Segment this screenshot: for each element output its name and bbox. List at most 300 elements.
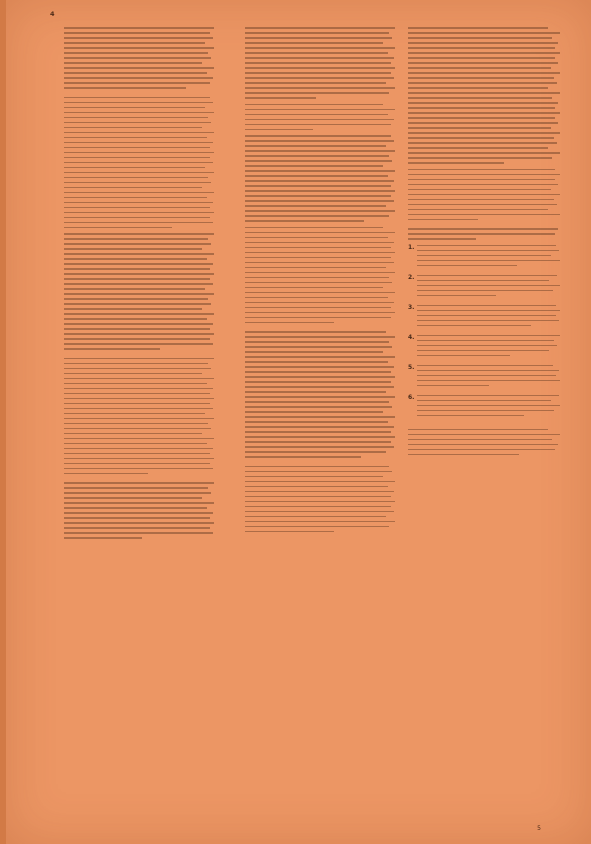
text-line bbox=[64, 283, 213, 285]
text-line bbox=[245, 42, 383, 44]
text-line bbox=[64, 67, 214, 69]
text-line bbox=[408, 434, 560, 436]
text-line bbox=[417, 305, 556, 307]
text-line bbox=[245, 129, 313, 131]
text-line bbox=[245, 312, 395, 314]
text-line bbox=[64, 82, 210, 84]
text-line bbox=[417, 245, 556, 247]
text-line bbox=[64, 258, 207, 260]
text-line bbox=[245, 27, 395, 29]
text-line bbox=[64, 62, 202, 64]
text-line bbox=[64, 363, 208, 365]
text-line bbox=[408, 184, 558, 186]
text-line bbox=[408, 87, 548, 89]
text-line bbox=[245, 441, 391, 443]
text-line bbox=[64, 492, 211, 494]
text-line bbox=[245, 331, 386, 333]
text-line bbox=[64, 77, 213, 79]
text-line bbox=[408, 174, 560, 176]
text-line bbox=[245, 386, 394, 388]
text-line bbox=[64, 398, 214, 400]
text-line bbox=[64, 443, 207, 445]
text-line bbox=[64, 303, 211, 305]
text-line bbox=[64, 502, 214, 504]
text-line bbox=[245, 109, 395, 111]
text-line bbox=[408, 97, 552, 99]
text-line bbox=[64, 288, 205, 290]
text-line bbox=[245, 232, 395, 234]
paragraph bbox=[64, 358, 214, 475]
text-line bbox=[245, 57, 394, 59]
text-line bbox=[245, 506, 391, 508]
text-line bbox=[245, 401, 389, 403]
text-line bbox=[408, 219, 478, 221]
text-line bbox=[64, 423, 208, 425]
text-line bbox=[408, 444, 558, 446]
text-line bbox=[417, 375, 556, 377]
text-line bbox=[408, 157, 552, 159]
text-line bbox=[64, 433, 202, 435]
text-line bbox=[245, 165, 383, 167]
text-line bbox=[245, 411, 383, 413]
text-line bbox=[245, 531, 334, 533]
text-line bbox=[245, 317, 391, 319]
text-line bbox=[408, 209, 548, 211]
text-line bbox=[245, 366, 394, 368]
text-line bbox=[64, 487, 208, 489]
text-line bbox=[64, 428, 211, 430]
text-line bbox=[64, 333, 214, 335]
text-line bbox=[245, 456, 361, 458]
text-line bbox=[245, 381, 391, 383]
text-line bbox=[64, 162, 213, 164]
text-line bbox=[417, 370, 559, 372]
text-line bbox=[64, 107, 205, 109]
text-line bbox=[245, 119, 394, 121]
numbered-list-item bbox=[408, 335, 560, 360]
text-line bbox=[64, 192, 214, 194]
text-line bbox=[417, 290, 553, 292]
text-line bbox=[245, 446, 394, 448]
text-line bbox=[417, 365, 553, 367]
numbered-list-item bbox=[408, 395, 560, 420]
text-line bbox=[417, 400, 551, 402]
text-line bbox=[408, 199, 554, 201]
text-line bbox=[64, 323, 213, 325]
text-line bbox=[417, 250, 559, 252]
text-line bbox=[64, 453, 210, 455]
text-line bbox=[245, 526, 389, 528]
text-line bbox=[417, 335, 560, 337]
text-line bbox=[417, 265, 517, 267]
text-line bbox=[408, 102, 558, 104]
paragraph bbox=[245, 104, 395, 131]
text-line bbox=[245, 124, 391, 126]
text-line bbox=[245, 97, 316, 99]
text-line bbox=[64, 517, 210, 519]
text-line bbox=[64, 47, 214, 49]
text-line bbox=[417, 295, 496, 297]
text-line bbox=[64, 468, 213, 470]
text-line bbox=[245, 170, 395, 172]
text-line bbox=[408, 32, 560, 34]
text-line bbox=[64, 112, 214, 114]
text-line bbox=[245, 175, 388, 177]
text-line bbox=[245, 104, 383, 106]
text-line bbox=[245, 451, 386, 453]
text-line bbox=[245, 521, 395, 523]
text-line bbox=[64, 132, 214, 134]
text-line bbox=[64, 177, 208, 179]
text-line bbox=[408, 162, 504, 164]
text-line bbox=[245, 82, 386, 84]
text-line bbox=[245, 302, 394, 304]
text-line bbox=[245, 62, 391, 64]
text-line bbox=[245, 481, 395, 483]
text-line bbox=[245, 247, 391, 249]
text-line bbox=[408, 117, 555, 119]
text-line bbox=[245, 471, 392, 473]
text-line bbox=[64, 378, 214, 380]
text-line bbox=[245, 341, 389, 343]
text-line bbox=[64, 182, 211, 184]
text-line bbox=[64, 393, 210, 395]
footer-page-number: 5 bbox=[537, 825, 541, 832]
text-line bbox=[64, 227, 172, 229]
text-line bbox=[408, 214, 560, 216]
text-line bbox=[245, 227, 383, 229]
text-line bbox=[64, 338, 210, 340]
text-line bbox=[245, 92, 389, 94]
text-line bbox=[64, 497, 202, 499]
text-line bbox=[245, 476, 383, 478]
text-line bbox=[417, 385, 489, 387]
text-line bbox=[64, 222, 213, 224]
text-line bbox=[64, 358, 214, 360]
numbered-list-item bbox=[408, 365, 560, 390]
text-line bbox=[245, 52, 388, 54]
text-line bbox=[245, 322, 334, 324]
text-line bbox=[64, 298, 208, 300]
paragraph bbox=[245, 227, 395, 324]
text-line bbox=[417, 275, 557, 277]
text-line bbox=[64, 408, 213, 410]
text-line bbox=[245, 416, 395, 418]
text-line bbox=[408, 72, 560, 74]
text-line bbox=[64, 238, 208, 240]
text-line bbox=[245, 135, 391, 137]
text-line bbox=[64, 507, 207, 509]
text-line bbox=[245, 516, 386, 518]
text-line bbox=[64, 473, 148, 475]
text-line bbox=[245, 356, 395, 358]
text-line bbox=[64, 102, 213, 104]
text-line bbox=[408, 228, 558, 230]
text-line bbox=[245, 190, 395, 192]
text-line bbox=[64, 413, 205, 415]
text-line bbox=[245, 155, 389, 157]
text-line bbox=[245, 220, 364, 222]
text-line bbox=[64, 318, 207, 320]
text-line bbox=[408, 57, 555, 59]
text-line bbox=[408, 122, 558, 124]
text-line bbox=[245, 376, 395, 378]
text-line bbox=[64, 537, 142, 539]
text-line bbox=[417, 315, 556, 317]
text-line bbox=[245, 406, 392, 408]
text-line bbox=[408, 42, 558, 44]
text-line bbox=[245, 282, 392, 284]
text-line bbox=[64, 233, 214, 235]
text-line bbox=[64, 37, 213, 39]
paragraph bbox=[64, 233, 214, 350]
text-line bbox=[245, 87, 395, 89]
paragraph bbox=[408, 228, 560, 240]
text-line bbox=[408, 77, 554, 79]
text-line bbox=[245, 391, 386, 393]
text-line bbox=[64, 253, 214, 255]
text-line bbox=[408, 454, 519, 456]
text-line bbox=[245, 200, 394, 202]
text-line bbox=[408, 169, 555, 171]
text-line bbox=[408, 449, 555, 451]
text-line bbox=[245, 501, 395, 503]
numbered-list-item bbox=[408, 305, 560, 330]
text-column-1 bbox=[64, 27, 214, 822]
text-line bbox=[64, 152, 214, 154]
text-line bbox=[417, 355, 510, 357]
text-line bbox=[245, 37, 392, 39]
text-line bbox=[245, 491, 394, 493]
text-line bbox=[245, 195, 391, 197]
text-line bbox=[64, 403, 210, 405]
paragraph bbox=[245, 331, 395, 458]
text-line bbox=[245, 426, 394, 428]
text-line bbox=[245, 371, 391, 373]
text-line bbox=[417, 280, 549, 282]
text-line bbox=[64, 458, 214, 460]
text-line bbox=[64, 57, 211, 59]
text-line bbox=[64, 268, 210, 270]
text-line bbox=[408, 62, 558, 64]
text-line bbox=[245, 150, 395, 152]
text-line bbox=[64, 42, 205, 44]
list-item-number: 3. bbox=[408, 303, 415, 311]
text-line bbox=[64, 308, 202, 310]
text-line bbox=[408, 142, 557, 144]
list-item-number: 2. bbox=[408, 273, 415, 281]
text-line bbox=[245, 351, 383, 353]
text-line bbox=[64, 217, 210, 219]
text-line bbox=[245, 307, 391, 309]
text-line bbox=[417, 285, 560, 287]
paragraph bbox=[245, 27, 395, 99]
text-line bbox=[245, 67, 395, 69]
text-line bbox=[64, 263, 213, 265]
text-line bbox=[408, 67, 551, 69]
text-line bbox=[245, 47, 395, 49]
text-line bbox=[408, 132, 560, 134]
text-line bbox=[417, 255, 551, 257]
paragraph bbox=[408, 169, 560, 221]
text-line bbox=[245, 292, 395, 294]
text-line bbox=[408, 429, 548, 431]
text-line bbox=[64, 52, 208, 54]
text-line bbox=[245, 436, 395, 438]
text-line bbox=[408, 82, 557, 84]
text-line bbox=[408, 112, 560, 114]
text-line bbox=[245, 336, 395, 338]
text-line bbox=[417, 405, 560, 407]
text-line bbox=[64, 293, 214, 295]
paragraph bbox=[245, 466, 395, 533]
text-line bbox=[64, 202, 213, 204]
text-line bbox=[245, 242, 394, 244]
text-line bbox=[64, 122, 211, 124]
text-line bbox=[417, 345, 557, 347]
text-line bbox=[417, 415, 524, 417]
text-line bbox=[417, 310, 560, 312]
text-line bbox=[408, 127, 551, 129]
text-line bbox=[64, 368, 211, 370]
text-line bbox=[64, 197, 207, 199]
text-line bbox=[64, 97, 210, 99]
text-line bbox=[408, 37, 552, 39]
text-line bbox=[408, 147, 548, 149]
text-line bbox=[64, 167, 205, 169]
text-line bbox=[64, 248, 202, 250]
text-line bbox=[64, 527, 210, 529]
text-line bbox=[408, 238, 476, 240]
text-line bbox=[408, 52, 560, 54]
text-line bbox=[245, 466, 389, 468]
list-item-number: 4. bbox=[408, 333, 415, 341]
text-line bbox=[64, 147, 210, 149]
text-line bbox=[245, 262, 394, 264]
paragraph bbox=[245, 135, 395, 222]
text-line bbox=[245, 346, 392, 348]
text-line bbox=[64, 157, 210, 159]
text-line bbox=[64, 512, 213, 514]
text-line bbox=[245, 272, 395, 274]
text-line bbox=[245, 287, 383, 289]
text-line bbox=[245, 421, 388, 423]
text-line bbox=[64, 313, 214, 315]
text-line bbox=[245, 140, 394, 142]
text-line bbox=[408, 204, 557, 206]
paragraph bbox=[64, 482, 214, 539]
numbered-list-item bbox=[408, 245, 560, 270]
text-line bbox=[417, 395, 559, 397]
text-line bbox=[408, 189, 551, 191]
text-line bbox=[245, 77, 394, 79]
text-line bbox=[245, 237, 388, 239]
list-item-number: 1. bbox=[408, 243, 415, 251]
text-line bbox=[64, 72, 207, 74]
text-line bbox=[64, 448, 213, 450]
text-line bbox=[64, 117, 208, 119]
text-column-3 bbox=[408, 27, 560, 822]
text-line bbox=[245, 277, 389, 279]
text-line bbox=[64, 343, 213, 345]
text-line bbox=[64, 27, 214, 29]
text-line bbox=[245, 486, 388, 488]
text-line bbox=[64, 32, 210, 34]
text-line bbox=[245, 210, 395, 212]
text-line bbox=[417, 380, 560, 382]
text-line bbox=[64, 87, 186, 89]
text-line bbox=[64, 273, 214, 275]
text-line bbox=[245, 114, 388, 116]
text-line bbox=[245, 267, 386, 269]
text-line bbox=[408, 47, 555, 49]
text-line bbox=[408, 27, 548, 29]
text-line bbox=[417, 340, 554, 342]
text-line bbox=[64, 522, 214, 524]
text-line bbox=[64, 348, 160, 350]
text-line bbox=[408, 92, 560, 94]
text-line bbox=[417, 410, 554, 412]
text-line bbox=[64, 438, 214, 440]
text-line bbox=[64, 418, 214, 420]
text-line bbox=[245, 205, 386, 207]
text-line bbox=[64, 278, 210, 280]
text-line bbox=[245, 496, 391, 498]
text-line bbox=[245, 511, 394, 513]
text-line bbox=[245, 180, 394, 182]
page-number: 4 bbox=[50, 10, 55, 18]
text-line bbox=[245, 297, 388, 299]
text-line bbox=[245, 72, 391, 74]
text-line bbox=[245, 185, 391, 187]
text-line bbox=[408, 439, 552, 441]
text-column-2 bbox=[245, 27, 395, 822]
text-line bbox=[245, 257, 391, 259]
text-line bbox=[64, 328, 210, 330]
text-line bbox=[408, 194, 560, 196]
text-line bbox=[64, 463, 210, 465]
text-line bbox=[408, 233, 555, 235]
text-line bbox=[417, 320, 559, 322]
text-line bbox=[64, 532, 213, 534]
text-line bbox=[245, 215, 389, 217]
text-line bbox=[408, 137, 554, 139]
text-line bbox=[245, 145, 386, 147]
text-line bbox=[245, 361, 388, 363]
text-line bbox=[64, 388, 213, 390]
text-line bbox=[64, 212, 214, 214]
text-line bbox=[408, 152, 560, 154]
text-line bbox=[64, 142, 213, 144]
text-line bbox=[64, 207, 210, 209]
text-line bbox=[408, 107, 555, 109]
paragraph bbox=[408, 27, 560, 164]
text-line bbox=[64, 137, 207, 139]
text-line bbox=[417, 350, 549, 352]
paragraph bbox=[408, 429, 560, 456]
text-line bbox=[408, 179, 555, 181]
text-line bbox=[245, 431, 391, 433]
paragraph bbox=[64, 97, 214, 229]
text-line bbox=[64, 172, 214, 174]
text-line bbox=[64, 383, 207, 385]
paragraph bbox=[64, 27, 214, 89]
text-line bbox=[64, 482, 214, 484]
text-line bbox=[417, 260, 560, 262]
text-line bbox=[245, 32, 389, 34]
text-line bbox=[417, 325, 531, 327]
text-line bbox=[245, 396, 395, 398]
